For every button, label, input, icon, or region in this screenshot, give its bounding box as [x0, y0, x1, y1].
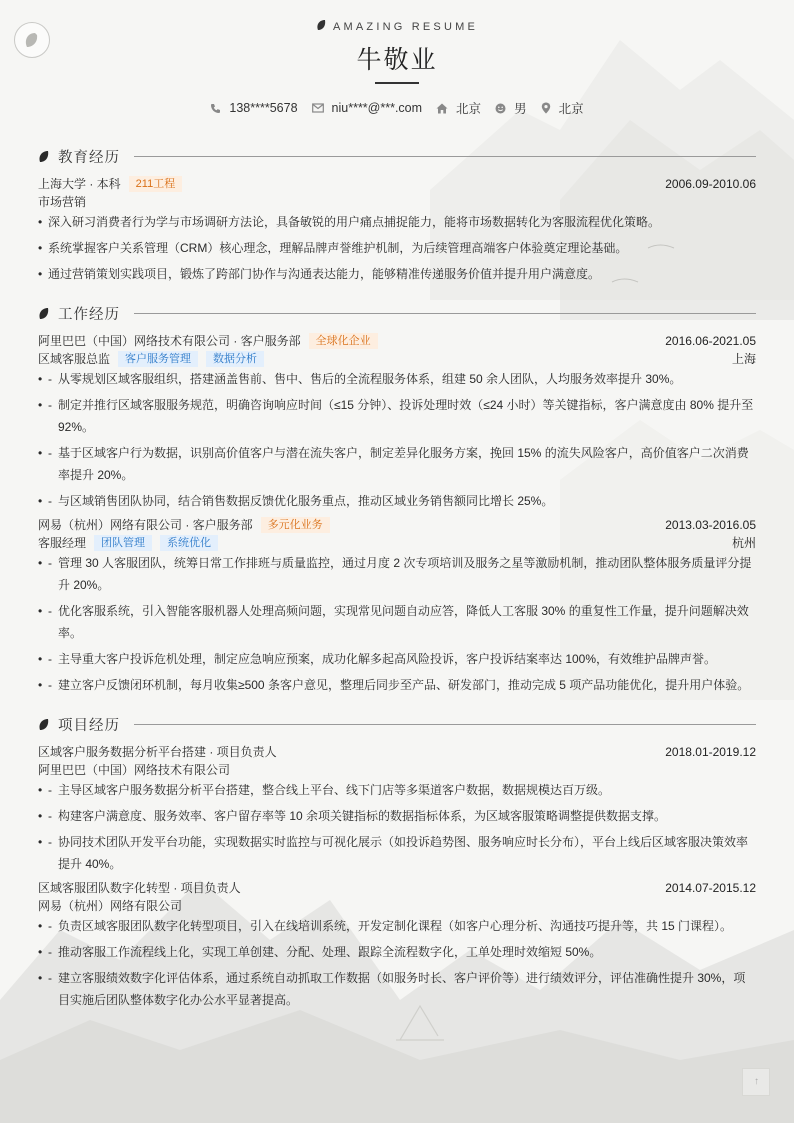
brand-title	[0, 19, 794, 34]
work-header	[38, 516, 756, 533]
company-tag: 多元化业务	[261, 517, 330, 533]
project-date: 2014.07-2015.12	[665, 880, 756, 895]
list-item-text: 主导重大客户投诉危机处理，制定应急响应预案，成功化解多起高风险投诉，客户投诉结案率达 100%，有效维护品牌声誉。	[58, 652, 717, 666]
section-title-education: 教育经历	[58, 149, 120, 166]
role: 客服经理	[38, 536, 87, 550]
project-org-row	[38, 897, 756, 914]
section-divider	[134, 313, 756, 314]
contact-email	[312, 101, 423, 115]
location-pin-icon	[541, 102, 551, 114]
brand-text: AMAZING RESUME	[332, 21, 479, 33]
contact-location	[541, 99, 584, 117]
list-item-text: 建立客户反馈闭环机制，每月收集≥500 条客户意见，整理后同步至产品、研发部门，推动完成 5 项产品功能优化，提升用户体验。	[58, 678, 750, 692]
work-role-row	[38, 350, 756, 367]
list-item: • - 基于区域客户行为数据，识别高价值客户与潜在流失客户，制定差异化服务方案，挽回 15% 的流失风险客户，高价值客户二次消费率提升 20%。	[38, 442, 756, 486]
contact-phone	[210, 101, 297, 115]
candidate-name: 牛敬业	[356, 45, 438, 74]
list-item: • - 协同技术团队开发平台功能，实现数据实时监控与可视化展示（如投诉趋势图、服务响应时长分布），平台上线后区域客服决策效率提升 40%。	[38, 831, 756, 875]
scroll-top-button[interactable]	[742, 1068, 770, 1096]
list-item: • - 建立客服绩效数字化评估体系，通过系统自动抓取工作数据（如服务时长、客户评价等）进行绩效评分，评估准确性提升 30%，项目实施后团队整体数字化办公水平显著提高。	[38, 967, 756, 1011]
contact-bar	[0, 99, 794, 117]
list-item-text: 负责区域客服团队数字化转型项目，引入在线培训系统，开发定制化课程（如客户心理分析、沟通技巧提升等，共 15 门课程）。	[58, 919, 733, 933]
section-title-projects: 项目经历	[58, 717, 120, 734]
list-item: • 系统掌握客户关系管理（CRM）核心理念，理解品牌声誉维护机制，为后续管理高端客户体验奠定理论基础。	[38, 237, 756, 259]
project-org-row	[38, 761, 756, 778]
skill-tag: 系统优化	[160, 535, 218, 551]
project-date: 2018.01-2019.12	[665, 744, 756, 759]
education-major-row	[38, 193, 756, 210]
section-work	[38, 304, 756, 322]
school-name: 上海大学 · 本科	[38, 177, 121, 191]
list-item: • - 与区域销售团队协同，结合销售数据反馈优化服务重点，推动区域业务销售额同比增长 25%。	[38, 490, 756, 512]
company-name: 阿里巴巴（中国）网络技术有限公司 · 客户服务部	[38, 334, 301, 348]
home-text: 北京	[456, 102, 482, 116]
section-education	[38, 147, 756, 165]
leaf-icon	[38, 718, 50, 731]
leaf-icon	[38, 150, 50, 163]
project-org: 阿里巴巴（中国）网络技术有限公司	[38, 763, 231, 777]
arrow-up-icon: ↑	[754, 1076, 759, 1087]
contact-gender	[495, 99, 527, 117]
email-text: niu****@***.com	[331, 101, 423, 115]
location-text: 北京	[558, 102, 584, 116]
school-tag: 211工程	[129, 176, 183, 192]
company-name: 网易（杭州）网络有限公司 · 客户服务部	[38, 518, 253, 532]
company-tag: 全球化企业	[309, 333, 378, 349]
list-item-text: 主导区域客户服务数据分析平台搭建，整合线上平台、线下门店等多渠道客户数据，数据规模达百万级。	[58, 783, 611, 797]
major: 市场营销	[38, 195, 87, 209]
role: 区域客服总监	[38, 352, 111, 366]
list-item: • - 优化客服系统，引入智能客服机器人处理高频问题，实现常见问题自动应答，降低人工客服 30% 的重复性工作量，提升问题解决效率。	[38, 600, 756, 644]
list-item: • - 从零规划区域客服组织，搭建涵盖售前、售中、售后的全流程服务体系，组建 50 余人团队，人均服务效率提升 30%。	[38, 368, 756, 390]
project-header	[38, 743, 756, 760]
skill-tag: 数据分析	[206, 351, 264, 367]
work-date: 2013.03-2016.05	[665, 517, 756, 532]
list-item-text: 基于区域客户行为数据，识别高价值客户与潜在流失客户，制定差异化服务方案，挽回 15% 的流失风险客户，高价值客户二次消费率提升 20%。	[58, 446, 749, 482]
list-item: • - 构建客户满意度、服务效率、客户留存率等 10 余项关键指标的数据指标体系，为区域客服策略调整提供数据支撑。	[38, 805, 756, 827]
list-item: • 通过营销策划实践项目，锻炼了跨部门协作与沟通表达能力，能够精准传递服务价值并提升用户满意度。	[38, 263, 756, 285]
list-item-text: 协同技术团队开发平台功能，实现数据实时监控与可视化展示（如投诉趋势图、服务响应时长分布），平台上线后区域客服决策效率提升 40%。	[58, 835, 749, 871]
work-city: 杭州	[731, 536, 756, 550]
project-name: 区域客服团队数字化转型 · 项目负责人	[38, 881, 241, 895]
section-title-work: 工作经历	[58, 306, 120, 323]
gender-text: 男	[514, 102, 527, 116]
list-item: • - 负责区域客服团队数字化转型项目，引入在线培训系统，开发定制化课程（如客户心理分析、沟通技巧提升等，共 15 门课程）。	[38, 915, 756, 937]
skill-tag: 客户服务管理	[118, 351, 198, 367]
list-item-text: 构建客户满意度、服务效率、客户留存率等 10 余项关键指标的数据指标体系，为区域客服策略调整提供数据支撑。	[58, 809, 667, 823]
project-org: 网易（杭州）网络有限公司	[38, 899, 183, 913]
phone-text: 138****5678	[229, 101, 298, 115]
list-item-text: 与区域销售团队协同，结合销售数据反馈优化服务重点，推动区域业务销售额同比增长 25%。	[58, 494, 554, 508]
name-underline	[375, 82, 419, 84]
list-item-text: 制定并推行区域客服服务规范，明确咨询响应时间（≤15 分钟）、投诉处理时效（≤24 小时）等关键指标，客户满意度由 80% 提升至 92%。	[58, 398, 754, 434]
list-item: • - 主导重大客户投诉危机处理，制定应急响应预案，成功化解多起高风险投诉，客户投诉结案率达 100%，有效维护品牌声誉。	[38, 648, 756, 670]
education-header	[38, 175, 756, 192]
project-name: 区域客户服务数据分析平台搭建 · 项目负责人	[38, 745, 277, 759]
list-item-text: 建立客服绩效数字化评估体系，通过系统自动抓取工作数据（如服务时长、客户评价等）进行绩效评分，评估准确性提升 30%，项目实施后团队整体数字化办公水平显著提高。	[58, 971, 746, 1007]
work-header	[38, 332, 756, 349]
list-item-text: 从零规划区域客服组织，搭建涵盖售前、售中、售后的全流程服务体系，组建 50 余人团队，人均服务效率提升 30%。	[58, 372, 682, 386]
work-role-row	[38, 534, 756, 551]
education-date: 2006.09-2010.06	[665, 176, 756, 191]
list-item: • - 建立客户反馈闭环机制，每月收集≥500 条客户意见，整理后同步至产品、研发部门，推动完成 5 项产品功能优化，提升用户体验。	[38, 674, 756, 696]
phone-icon	[210, 103, 221, 114]
list-item-text: 管理 30 人客服团队，统筹日常工作排班与质量监控，通过月度 2 次专项培训及服务之星等激励机制，推动团队整体服务质量评分提升 20%。	[58, 556, 752, 592]
list-item-text: 优化客服系统，引入智能客服机器人处理高频问题，实现常见问题自动应答，降低人工客服 30% 的重复性工作量，提升问题解决效率。	[58, 604, 749, 640]
list-item: • - 制定并推行区域客服服务规范，明确咨询响应时间（≤15 分钟）、投诉处理时效（≤24 小时）等关键指标，客户满意度由 80% 提升至 92%。	[38, 394, 756, 438]
contact-home	[436, 99, 481, 117]
home-icon	[436, 103, 448, 114]
section-divider	[134, 724, 756, 725]
section-projects	[38, 715, 756, 733]
mail-icon	[312, 103, 324, 113]
work-city: 上海	[731, 352, 756, 366]
section-divider	[134, 156, 756, 157]
list-item: • - 推动客服工作流程线上化，实现工单创建、分配、处理、跟踪全流程数字化，工单处理时效缩短 50%。	[38, 941, 756, 963]
project-header	[38, 879, 756, 896]
list-item-text: 推动客服工作流程线上化，实现工单创建、分配、处理、跟踪全流程数字化，工单处理时效缩短 50%。	[58, 945, 602, 959]
leaf-icon	[38, 307, 50, 320]
work-date: 2016.06-2021.05	[665, 333, 756, 348]
skill-tag: 团队管理	[94, 535, 152, 551]
smile-icon	[495, 103, 506, 114]
list-item: • - 管理 30 人客服团队，统筹日常工作排班与质量监控，通过月度 2 次专项培训及服务之星等激励机制，推动团队整体服务质量评分提升 20%。	[38, 552, 756, 596]
list-item: • - 主导区域客户服务数据分析平台搭建，整合线上平台、线下门店等多渠道客户数据，数据规模达百万级。	[38, 779, 756, 801]
leaf-icon	[316, 19, 327, 34]
list-item: • 深入研习消费者行为学与市场调研方法论，具备敏锐的用户痛点捕捉能力，能将市场数据转化为客服流程优化策略。	[38, 211, 756, 233]
